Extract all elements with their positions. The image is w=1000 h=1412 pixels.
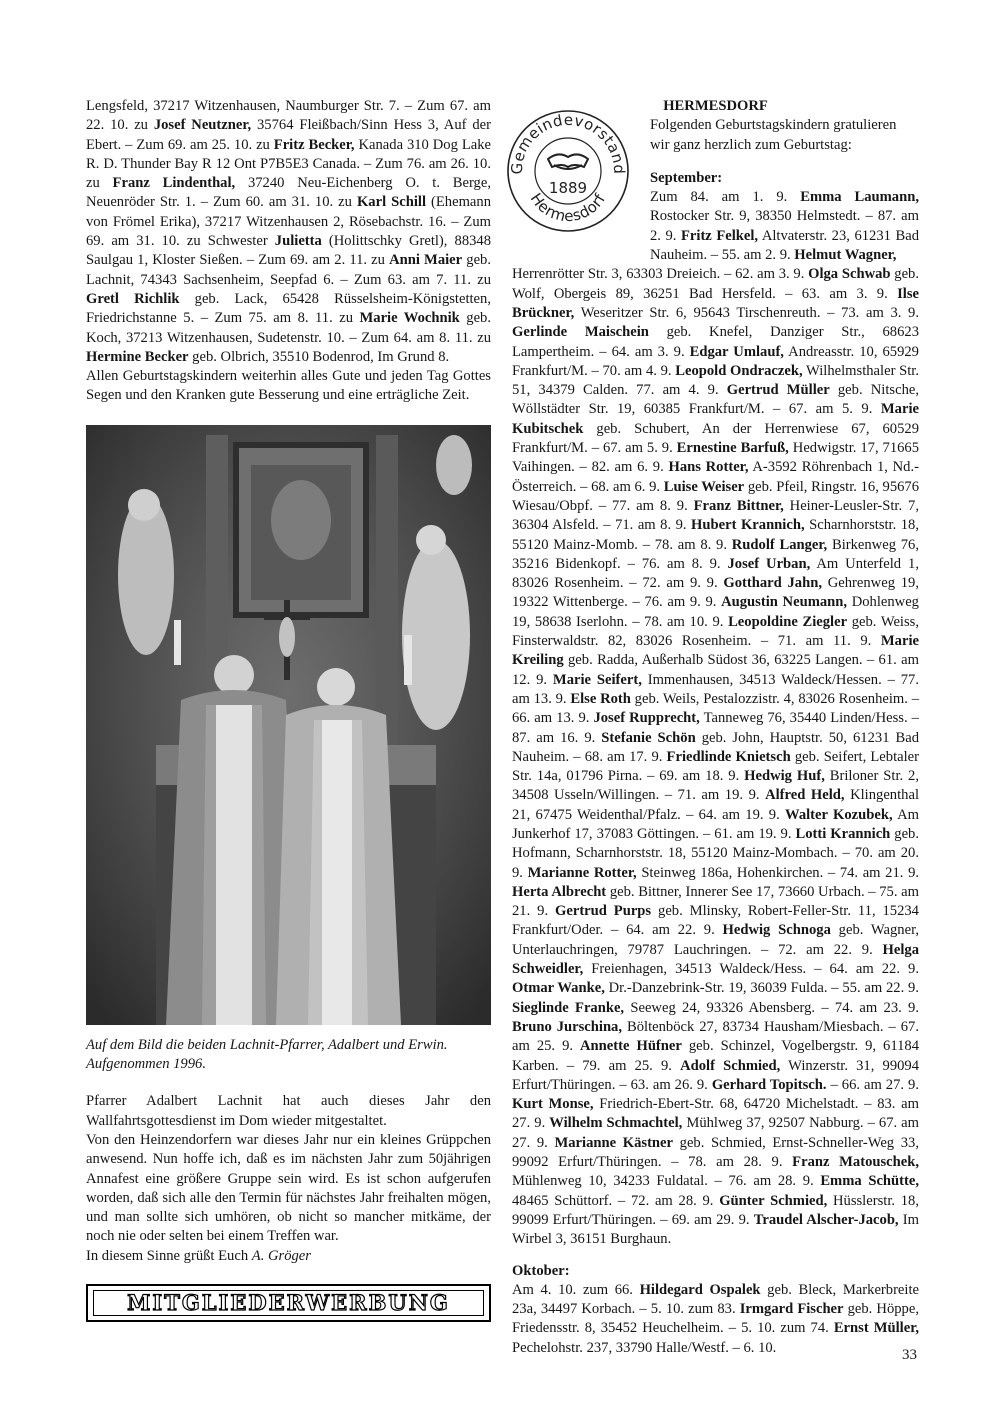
hermesdorf-seal-stamp	[504, 107, 632, 235]
september-heading: September:	[650, 169, 723, 186]
person-name: Wilhelm Schmachtel,	[549, 1115, 683, 1132]
section-intro: Folgenden Geburtstagskindern gratulieren wir ganz herzlich zum Geburtstag:	[650, 117, 897, 153]
person-name: Marie Wochnik	[359, 310, 460, 327]
person-name: Luise Weiser	[663, 478, 745, 495]
person-name: Gertrud Purps	[555, 903, 652, 920]
person-name: Kurt Monse,	[512, 1096, 594, 1113]
person-name: Franz Bittner,	[693, 497, 784, 514]
church-altar-photo	[86, 425, 491, 1025]
person-name: Hildegard Ospalek	[639, 1281, 761, 1298]
person-name: Josef Rupprecht,	[593, 710, 700, 727]
september-list-start: Zum 84. am 1. 9. Emma Laumann, Rostocker Str. 9, 38350 Helmstedt. – 87. am 2. 9. Fritz Felkel, Altvaterstr. 23, 61231 Bad Nauheim. – 55. am 2. 9. Helmut Wagner,	[650, 189, 919, 264]
person-name: Irmgard Fischer	[739, 1301, 844, 1318]
person-name: Julietta	[274, 233, 322, 250]
person-name: Emma Laumann,	[800, 189, 919, 206]
seal-top-text: Gemeindevorstand	[507, 110, 629, 175]
seal-year: 1889	[548, 179, 588, 197]
person-name: Else Roth	[570, 690, 631, 707]
person-name: Olga Schwab	[808, 266, 891, 283]
person-name: Fritz Becker,	[273, 136, 355, 153]
person-name: Gretl Richlik	[86, 290, 180, 307]
person-name: Otmar Wanke,	[512, 980, 605, 997]
person-name: Gerlinde Maischein	[512, 324, 649, 341]
right-column	[507, 97, 920, 1358]
person-name: Friedlinde Knietsch	[666, 748, 791, 765]
closing-greeting	[86, 1247, 491, 1266]
handshake-icon	[548, 154, 588, 169]
person-name: Sieglinde Franke,	[512, 999, 625, 1016]
person-name: Helmut Wagner,	[794, 247, 897, 264]
person-name: Hedwig Huf,	[744, 768, 825, 785]
person-name: Rudolf Langer,	[731, 536, 828, 553]
person-name: Marie Kubitschek	[512, 401, 919, 437]
person-name: Franz Matouschek,	[792, 1154, 919, 1171]
person-name: Ilse Brückner,	[512, 285, 919, 321]
person-name: Annette Hüfner	[580, 1038, 682, 1055]
person-name: Emma Schütte,	[820, 1173, 919, 1190]
person-name: Günter Schmied,	[719, 1192, 828, 1209]
photo-two-priests	[86, 425, 491, 1025]
person-name: Franz Lindenthal,	[112, 175, 236, 192]
person-name: Leopoldine Ziegler	[728, 613, 848, 630]
person-name: Ernestine Barfuß,	[676, 440, 789, 457]
person-name: Herta Albrecht	[512, 883, 607, 900]
author-name: A. Gröger	[251, 1247, 311, 1264]
september-list: Herrenrötter Str. 3, 63303 Dreieich. – 62. am 3. 9. Olga Schwab geb. Wolf, Obergeis 89, 36251 Bad Hersfeld. – 63. am 3. 9. Ilse Brückner, Weseritzer Str. 6, 95643 Tirschenreuth. – 73. am 3. 9. Gerlinde Maischein geb. Knefel, Danziger Str., 68623 Lampertheim. – 64. am 3. 9. Edgar Umlauf, Andreasstr. 10, 65929 Frankfurt/M. – 70. am 4. 9. Leopold Ondraczek, Wilhelmsthaler Str. 51, 34379 Calden. 77. am 4. 9. Gertrud Müller geb. Nitsche, Wöllstädter Str. 19, 60385 Frankfurt/M. – 67. am 5. 9. Marie Kubitschek geb. Schubert, An der Herrenwiese 67, 60529 Frankfurt/M. – 67. am 5. 9. Ernestine Barfuß, Hedwigstr. 17, 71665 Vaihingen. – 82. am 6. 9. Hans Rotter, A-3592 Röhrenbach 1, Nd.-Österreich. – 68. am 6. 9. Luise Weiser geb. Pfeil, Ringstr. 16, 95676 Wiesau/Obpf. – 77. am 8. 9. Franz Bittner, Heiner-Leusler-Str. 7, 36304 Alsfeld. – 71. am 8. 9. Hubert Krannich, Scharnhorststr. 18, 55120 Mainz-Momb. – 78. am 8. 9. Rudolf Langer, Birkenweg 76, 35216 Bidenkopf. – 76. am 8. 9. Josef Urban, Am Unterfeld 1, 83026 Rosenheim. – 72. am 9. 9. Gotthard Jahn, Gehrenweg 19, 19322 Wittenberge. – 76. am 9. 9. Augustin Neumann, Dohlenweg 19, 58638 Iserlohn. – 78. am 10. 9. Leopoldine Ziegler geb. Weiss, Finsterwaldstr. 82, 83026 Rosenheim. – 71. am 11. 9. Marie Kreiling geb. Radda, Außerhalb Südost 36, 63225 Langen. – 61. am 12. 9. Marie Seifert, Immenhausen, 34513 Waldeck/Hessen. – 77. am 13. 9. Else Roth geb. Weils, Pestalozzistr. 4, 83026 Rosenheim. – 66. am 13. 9. Josef Rupprecht, Tanneweg 76, 35440 Linden/Hess. – 87. am 16. 9. Stefanie Schön geb. John, Hauptstr. 50, 61231 Bad Nauheim. – 68. am 17. 9. Friedlinde Knietsch geb. Seifert, Lebtaler Str. 14a, 01796 Pirna. – 69. am 18. 9. Hedwig Huf, Briloner Str. 2, 34508 Usseln/Willingen. – 71. am 19. 9. Alfred Held, Klingenthal 21, 67475 Weidenthal/Pfalz. – 64. am 19. 9. Walter Kozubek, Am Junkerhof 17, 37083 Göttingen. – 61. am 19. 9. Lotti Krannich geb. Hofmann, Scharnhorststr. 18, 55120 Mainz-Mombach. – 70. am 20. 9. Marianne Rotter, Steinweg 186a, Hohenkirchen. – 74. am 21. 9. Herta Albrecht geb. Bittner, Innerer See 17, 73660 Urbach. – 75. am 21. 9. Gertrud Purps geb. Mlinsky, Robert-Feller-Str. 11, 15234 Frankfurt/Oder. – 64. am 22. 9. Hedwig Schnoga geb. Wagner, Unterlauchringen, 79787 Lauchringen. – 72. am 22. 9. Helga Schweidler, Freienhagen, 34513 Waldeck/Hess. – 64. am 22. 9. Otmar Wanke, Dr.-Danzebrink-Str. 19, 36039 Fulda. – 55. am 22. 9. Sieglinde Franke, Seeweg 24, 93326 Abensberg. – 74. am 23. 9. Bruno Jurschina, Böltenböck 27, 83734 Hausham/Miesbach. – 67. am 25. 9. Annette Hüfner geb. Schinzel, Vogelbergstr. 9, 61184 Karben. – 79. am 25. 9. Adolf Schmied, Winzerstr. 31, 99094 Erfurt/Thüringen. – 63. am 26. 9. Gerhard Topitsch. – 66. am 27. 9. Kurt Monse, Friedrich-Ebert-Str. 68, 64720 Michelstadt. – 83. am 27. 9. Wilhelm Schmachtel, Mühlweg 37, 92507 Nabburg. – 67. am 27. 9. Marianne Kästner geb. Schmied, Ernst-Schneller-Weg 33, 99092 Erfurt/Thüringen. – 78. am 28. 9. Franz Matouschek, Mühlenweg 10, 34233 Fuldatal. – 76. am 28. 9. Emma Schütte, 48465 Schüttorf. – 72. am 28. 9. Günter Schmied, Hüsslerstr. 18, 99099 Erfurt/Thüringen. – 69. am 29. 9. Traudel Alscher-Jacob, Im Wirbel 3, 36151 Burghaun.	[512, 266, 920, 1248]
person-name: Marianne Kästner	[554, 1134, 673, 1151]
person-name: Hubert Krannich,	[691, 517, 805, 534]
person-name: Marianne Rotter,	[527, 864, 637, 881]
person-name: Marie Kreiling	[512, 633, 919, 669]
october-heading: Oktober:	[512, 1262, 570, 1279]
person-name: Lotti Krannich	[795, 825, 891, 842]
october-list: Am 4. 10. zum 66. Hildegard Ospalek geb. Bleck, Markerbreite 23a, 34497 Korbach. – 5. 10. zum 83. Irmgard Fischer geb. Höppe, Friedensstr. 8, 35452 Heuchelheim. – 5. 10. zum 74. Ernst Müller, Pechelohstr. 237, 33790 Halle/Westf. – 6. 10.	[512, 1281, 920, 1356]
person-name: Alfred Held,	[765, 787, 845, 804]
person-name: Helga Schweidler,	[512, 941, 919, 978]
person-name: Hedwig Schnoga	[722, 922, 831, 939]
membership-banner	[86, 1284, 491, 1322]
person-name: Leopold Ondraczek,	[675, 362, 803, 379]
person-name: Marie Seifert,	[552, 671, 642, 688]
left-column	[86, 97, 491, 1322]
svg-text:Gemeindevorstand	[508, 111, 628, 175]
person-name: Adolf Schmied,	[680, 1057, 781, 1074]
person-name: Hans Rotter,	[668, 459, 749, 476]
pilgrimage-paragraph: Pfarrer Adalbert Lachnit hat auch dieses Jahr den Wallfahrtsgottesdienst im Dom wieder mitgestaltet.	[86, 1093, 491, 1129]
seal-bottom-text: Hermesdorf	[526, 189, 610, 226]
person-name: Hermine Becker	[86, 348, 189, 365]
membership-banner-text: MITGLIEDERWERBUNG	[93, 1290, 484, 1316]
person-name: Karl Schill	[356, 194, 427, 211]
person-name: Gotthard Jahn,	[723, 575, 822, 592]
person-name: Bruno Jurschina,	[512, 1018, 623, 1035]
person-name: Ernst Müller,	[833, 1320, 920, 1337]
person-name: Edgar Umlauf,	[689, 343, 784, 360]
heinzendorf-paragraph: Von den Heinzendorfern war dieses Jahr nur ein kleines Grüppchen anwesend. Nun hoffe ich, daß es im nächsten Jahr zum 50jährigen Annafest eine größere Gruppe sein wird. Es ist schon aufgerufen worden, daß sich alle den Termin für nächstes Jahr freihalten mögen, und man sollte sich umhören, ob nicht so mancher mitkäme, der noch nie oder selten bei einem Treffen war.	[86, 1131, 491, 1245]
person-name: Gerhard Topitsch.	[711, 1076, 827, 1093]
closing-wishes: Allen Geburtstagskindern weiterhin alles Gute und jeden Tag Gottes Segen und den Kranken gute Besserung und eine erträgliche Zeit.	[86, 368, 491, 404]
person-name: Traudel Alscher-Jacob,	[753, 1211, 899, 1228]
person-name: Gertrud Müller	[726, 382, 830, 399]
person-name: Walter Kozubek,	[785, 806, 893, 823]
person-name: Augustin Neumann,	[721, 594, 848, 611]
page-number: 33	[902, 1347, 917, 1363]
person-name: Stefanie Schön	[601, 729, 696, 746]
closing-prefix: In diesem Sinne grüßt Euch	[86, 1247, 252, 1264]
person-name: Josef Urban,	[727, 555, 811, 572]
photo-caption: Auf dem Bild die beiden Lachnit-Pfarrer, Adalbert und Erwin. Aufgenommen 1996.	[86, 1036, 448, 1073]
person-name: Josef Neutzner,	[153, 117, 252, 134]
person-name: Anni Maier	[389, 252, 463, 269]
section-title-hermesdorf: HERMESDORF	[663, 98, 768, 114]
person-name: Fritz Felkel,	[681, 227, 759, 244]
birthday-list-continued: Lengsfeld, 37217 Witzenhausen, Naumburger Str. 7. – Zum 67. am 22. 10. zu Josef Neutzner, 35764 Fleißbach/Sinn Hess 3, Auf der Ebert. – Zum 69. am 25. 10. zu Fritz Becker, Kanada 310 Dog Lake R. D. Thunder Bay R 12 Ont P7B5E3 Canada. – Zum 76. am 26. 10. zu Franz Lindenthal, 37240 Neu-Eichenberg O. t. Berge, Neuenröder Str. 1. – Zum 60. am 31. 10. zu Karl Schill (Ehemann von Frömel Erika), 37217 Witzenhausen 2, Rösebachstr. 16. – Zum 69. am 31. 10. zu Schwester Julietta (Holittschky Gretl), 88348 Saulgau 1, Kloster Sießen. – Zum 69. am 2. 11. zu Anni Maier geb. Lachnit, 74343 Sachsenheim, Seepfad 6. – Zum 63. am 7. 11. zu Gretl Richlik geb. Lack, 65428 Rüsselsheim-Königstetten, Friedrichstanne 5. – Zum 75. am 8. 11. zu Marie Wochnik geb. Koch, 37213 Witzenhausen, Sudetenstr. 10. – Zum 64. am 8. 11. zu Hermine Becker geb. Olbrich, 35510 Bodenrod, Im Grund 8.	[86, 98, 492, 365]
